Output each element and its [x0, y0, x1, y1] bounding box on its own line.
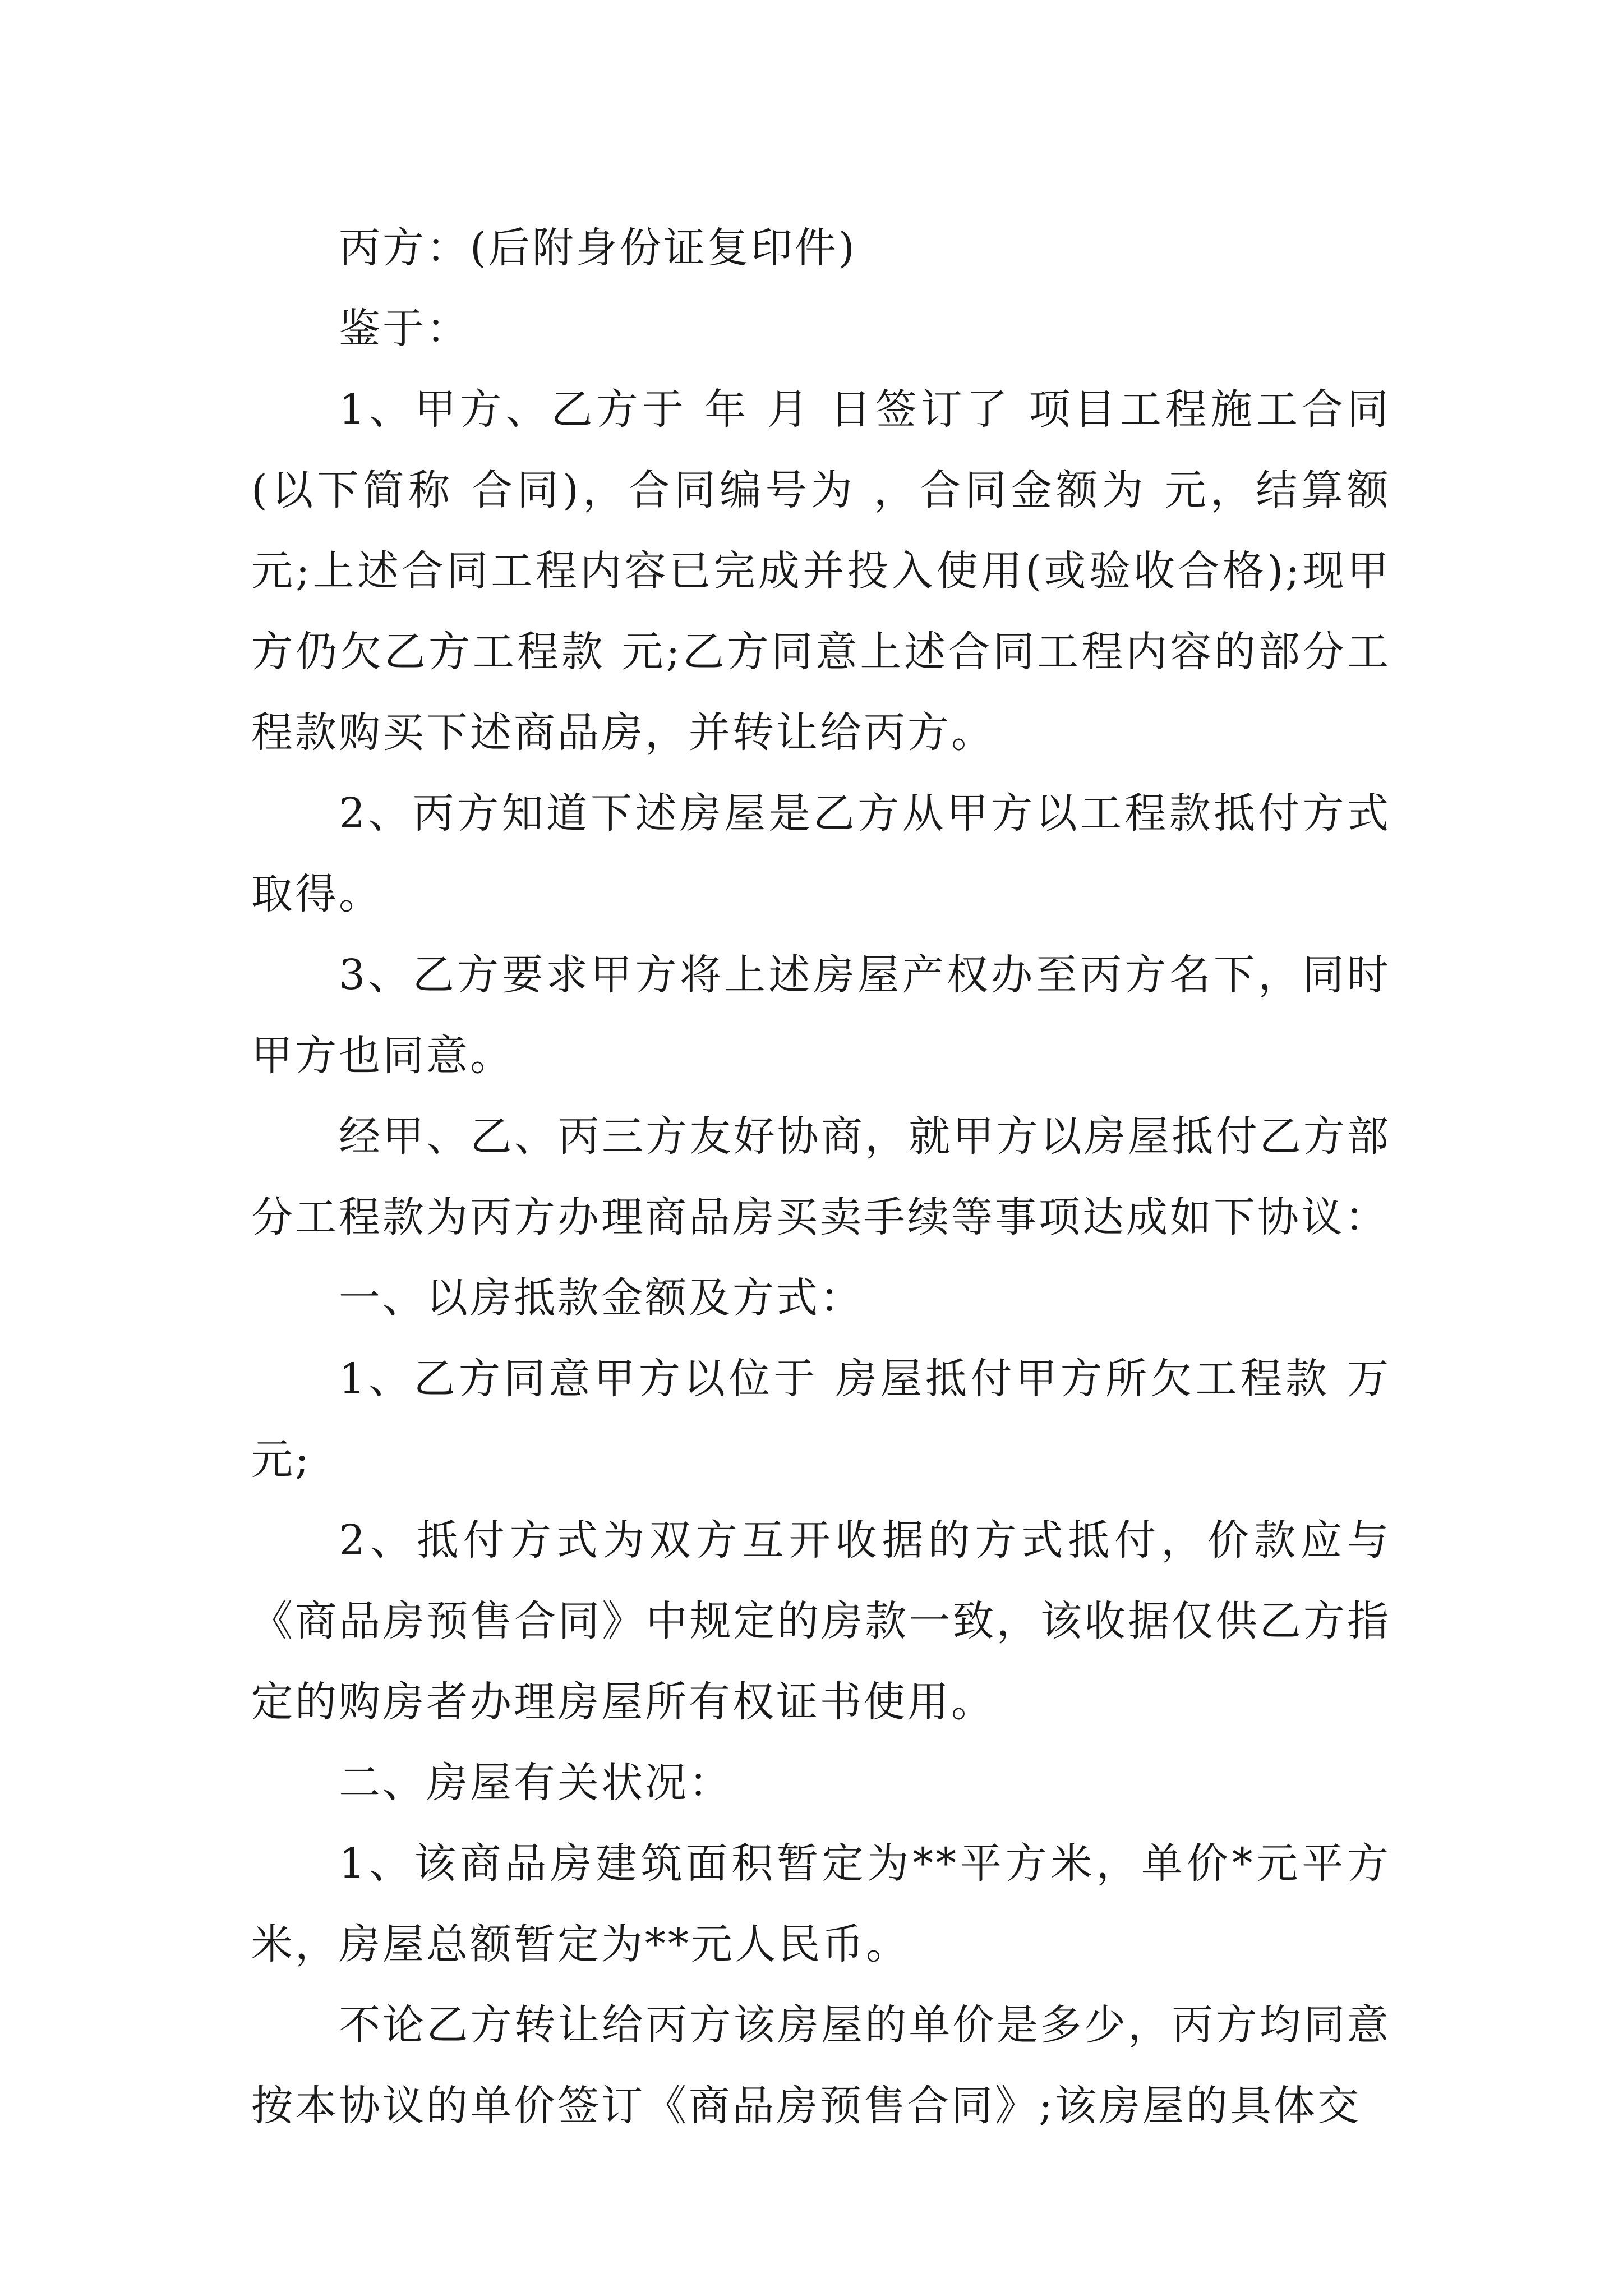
paragraph-clause-2-2: 不论乙方转让给丙方该房屋的单价是多少，丙方均同意按本协议的单价签订《商品房预售合同》;该房屋的具体交 [251, 2001, 1391, 2130]
paragraph-clause-1-1: 1、乙方同意甲方以位于 房屋抵付甲方所欠工程款 万元; [251, 1355, 1391, 1484]
paragraph-clause-1-2: 2、抵付方式为双方互开收据的方式抵付，价款应与《商品房预售合同》中规定的房款一致，该收据仅供乙方指定的购房者办理房屋所有权证书使用。 [251, 1516, 1391, 1726]
section-heading-2: 二、房屋有关状况： [339, 1759, 732, 1807]
paragraph-recital-3: 3、乙方要求甲方将上述房屋产权办至丙方名下，同时甲方也同意。 [251, 951, 1391, 1080]
paragraph-party-c: 丙方：(后附身份证复印件) [339, 224, 857, 272]
section-heading-1: 一、以房抵款金额及方式： [339, 1274, 864, 1322]
paragraph-clause-2-1: 1、该商品房建筑面积暂定为**平方米，单价*元平方米，房屋总额暂定为**元人民币。 [251, 1839, 1391, 1968]
paragraph-recital-2: 2、丙方知道下述房屋是乙方从甲方以工程款抵付方式取得。 [251, 789, 1391, 918]
paragraph-whereas: 鉴于： [339, 305, 470, 353]
paragraph-agreement-intro: 经甲、乙、丙三方友好协商，就甲方以房屋抵付乙方部分工程款为丙方办理商品房买卖手续等事项达成如下协议： [251, 1112, 1391, 1241]
document-body [251, 208, 1391, 2146]
paragraph-recital-1: 1、甲方、乙方于 年 月 日签订了 项目工程施工合同(以下简称 合同)，合同编号为 ，合同金额为 元，结算额 元;上述合同工程内容已完成并投入使用(或验收合格);现甲方仍欠乙方工程款 元;乙方同意上述合同工程内容的部分工程款购买下述商品房，并转让给丙方。 [251, 385, 1391, 757]
